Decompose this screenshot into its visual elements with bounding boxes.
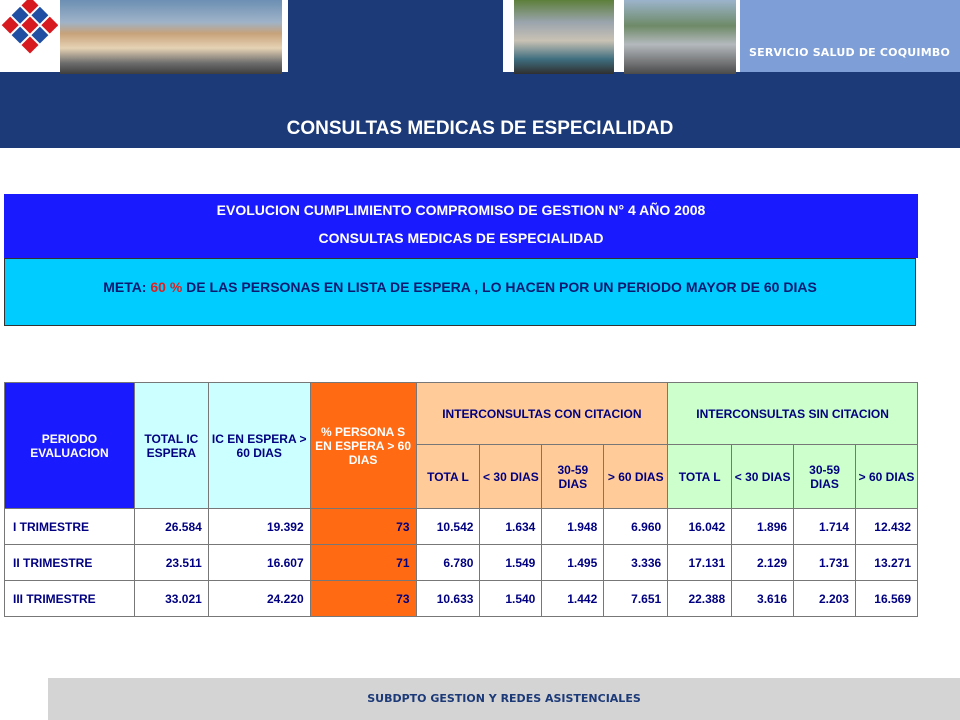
header-percentage: % PERSONA S EN ESPERA > 60 DIAS <box>310 383 416 509</box>
row-con-30-59: 1.948 <box>542 509 604 545</box>
table-row <box>5 581 918 617</box>
row-ic60: 19.392 <box>208 509 310 545</box>
goal-prefix: META: <box>103 279 151 295</box>
logo-icon <box>0 0 58 72</box>
footer-text: SUBDPTO GESTION Y REDES ASISTENCIALES <box>367 692 641 705</box>
row-con-lt30: 1.549 <box>480 545 542 581</box>
ambulance-photo <box>624 0 736 74</box>
row-con-lt30: 1.634 <box>480 509 542 545</box>
row-total: 33.021 <box>134 581 208 617</box>
subheader-con-30-59: 30-59 DIAS <box>542 445 604 509</box>
row-sin-total: 22.388 <box>668 581 732 617</box>
row-con-gt60: 7.651 <box>604 581 668 617</box>
row-periodo: II TRIMESTRE <box>5 545 135 581</box>
header-panel <box>288 0 503 72</box>
row-ic60: 16.607 <box>208 545 310 581</box>
header-panel-light <box>740 0 960 72</box>
row-con-total: 10.542 <box>416 509 480 545</box>
row-con-lt30: 1.540 <box>480 581 542 617</box>
row-con-30-59: 1.442 <box>542 581 604 617</box>
row-percentage: 73 <box>310 509 416 545</box>
row-percentage: 73 <box>310 581 416 617</box>
hospital-building-photo <box>60 0 282 74</box>
banner-line-1: EVOLUCION CUMPLIMIENTO COMPROMISO DE GESTION N° 4 AÑO 2008 <box>216 202 706 218</box>
header-sin-citacion: INTERCONSULTAS SIN CITACION <box>668 383 918 445</box>
header-total-ic: TOTAL IC ESPERA <box>134 383 208 509</box>
service-name: SERVICIO SALUD DE COQUIMBO <box>749 46 950 59</box>
subheader-con-lt30: < 30 DIAS <box>480 445 542 509</box>
table-row <box>5 509 918 545</box>
government-logo <box>0 0 58 72</box>
waitlist-table <box>4 382 918 617</box>
subheader-sin-gt60: > 60 DIAS <box>855 445 917 509</box>
row-sin-30-59: 1.714 <box>794 509 856 545</box>
goal-statement <box>4 258 916 326</box>
hospital-entrance-photo <box>514 0 614 74</box>
row-total: 23.511 <box>134 545 208 581</box>
row-sin-lt30: 1.896 <box>732 509 794 545</box>
subheader-sin-30-59: 30-59 DIAS <box>794 445 856 509</box>
footer-band <box>48 678 960 720</box>
subheader-con-gt60: > 60 DIAS <box>604 445 668 509</box>
subheader-sin-total: TOTA L <box>668 445 732 509</box>
row-con-total: 6.780 <box>416 545 480 581</box>
row-ic60: 24.220 <box>208 581 310 617</box>
table-row <box>5 545 918 581</box>
row-sin-total: 17.131 <box>668 545 732 581</box>
row-sin-gt60: 12.432 <box>855 509 917 545</box>
row-periodo: I TRIMESTRE <box>5 509 135 545</box>
row-total: 26.584 <box>134 509 208 545</box>
row-con-total: 10.633 <box>416 581 480 617</box>
row-sin-gt60: 13.271 <box>855 545 917 581</box>
row-sin-30-59: 2.203 <box>794 581 856 617</box>
row-periodo: III TRIMESTRE <box>5 581 135 617</box>
goal-text: DE LAS PERSONAS EN LISTA DE ESPERA , LO HACEN POR UN PERIODO MAYOR DE 60 DIAS <box>182 279 817 295</box>
row-sin-lt30: 2.129 <box>732 545 794 581</box>
header-band <box>0 0 960 148</box>
subheader-sin-lt30: < 30 DIAS <box>732 445 794 509</box>
banner-line-2: CONSULTAS MEDICAS DE ESPECIALIDAD <box>318 230 604 246</box>
header-con-citacion: INTERCONSULTAS CON CITACION <box>416 383 668 445</box>
row-sin-gt60: 16.569 <box>855 581 917 617</box>
row-sin-30-59: 1.731 <box>794 545 856 581</box>
header-ic-60: IC EN ESPERA > 60 DIAS <box>208 383 310 509</box>
goal-percentage: 60 % <box>150 279 183 295</box>
header-periodo: PERIODO EVALUACION <box>5 383 135 509</box>
page-title: CONSULTAS MEDICAS DE ESPECIALIDAD <box>286 118 674 139</box>
row-sin-total: 16.042 <box>668 509 732 545</box>
row-con-gt60: 6.960 <box>604 509 668 545</box>
subheader-con-total: TOTA L <box>416 445 480 509</box>
row-con-gt60: 3.336 <box>604 545 668 581</box>
row-percentage: 71 <box>310 545 416 581</box>
row-sin-lt30: 3.616 <box>732 581 794 617</box>
report-banner <box>4 194 918 258</box>
row-con-30-59: 1.495 <box>542 545 604 581</box>
